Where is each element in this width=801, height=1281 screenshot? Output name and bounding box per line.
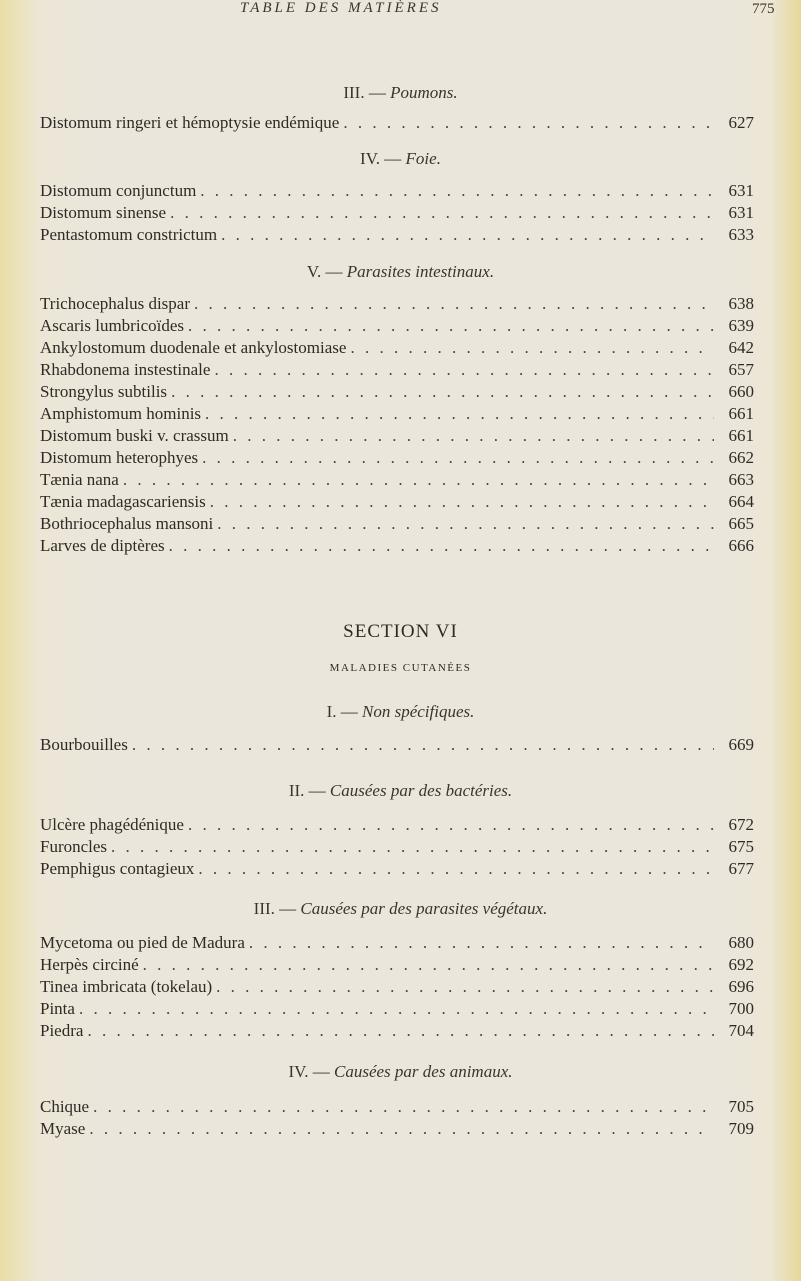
entry-page: 669 bbox=[728, 735, 754, 754]
entry-page: 700 bbox=[728, 999, 754, 1018]
heading-sep: — bbox=[380, 149, 406, 168]
entry-page: 664 bbox=[728, 492, 754, 511]
toc-entry bbox=[40, 360, 754, 382]
heading-title: Non spécifiques. bbox=[362, 702, 475, 721]
dot-leader bbox=[194, 294, 714, 314]
entry-name: Distomum ringeri et hémoptysie endémique bbox=[40, 113, 340, 132]
subheading-bacteries bbox=[0, 781, 801, 801]
entry-page: 705 bbox=[728, 1097, 754, 1116]
section-title: SECTION VI bbox=[343, 621, 458, 642]
entry-page: 663 bbox=[728, 470, 754, 489]
entry-name: Distomum conjunctum bbox=[40, 181, 197, 200]
heading-roman: II. bbox=[288, 781, 305, 800]
entry-page: 627 bbox=[728, 113, 754, 132]
heading-roman: IV. bbox=[288, 1062, 309, 1081]
heading-sep: — bbox=[321, 262, 347, 281]
entry-name: Rhabdonema instestinale bbox=[40, 360, 211, 379]
toc-entry bbox=[40, 999, 754, 1021]
entry-name: Bourbouilles bbox=[40, 735, 128, 754]
entry-page: 642 bbox=[728, 338, 754, 357]
dot-leader bbox=[205, 404, 714, 424]
subheading-parasites-vegetaux bbox=[0, 899, 801, 919]
heading-sep: — bbox=[336, 702, 363, 721]
entry-page: 660 bbox=[728, 382, 754, 401]
dot-leader bbox=[214, 360, 714, 380]
dot-leader bbox=[89, 1119, 714, 1139]
toc-entry bbox=[40, 316, 754, 338]
entry-name: Amphistomum hominis bbox=[40, 404, 202, 423]
entry-page: 672 bbox=[728, 815, 754, 834]
entry-name: Trichocephalus dispar bbox=[40, 294, 190, 313]
toc-entry bbox=[40, 933, 754, 955]
entry-name: Tænia madagascariensis bbox=[40, 492, 206, 511]
entry-page: 666 bbox=[728, 536, 754, 555]
entry-name: Ascaris lumbricoïdes bbox=[40, 316, 184, 335]
toc-entry bbox=[40, 514, 754, 536]
entry-name: Pentastomum constrictum bbox=[40, 225, 218, 244]
entry-name: Tinea imbricata (tokelau) bbox=[40, 977, 213, 996]
dot-leader bbox=[217, 514, 714, 534]
entry-name: Larves de diptères bbox=[40, 536, 165, 555]
entry-page: 677 bbox=[728, 859, 754, 878]
heading-sep: — bbox=[308, 1062, 334, 1081]
running-head bbox=[0, 0, 801, 22]
section-subtitle: MALADIES CUTANÉES bbox=[329, 662, 472, 674]
entry-name: Strongylus subtilis bbox=[40, 382, 168, 401]
dot-leader bbox=[111, 837, 714, 857]
toc-entry bbox=[40, 492, 754, 514]
entry-page: 665 bbox=[728, 514, 754, 533]
subheading-non-specifiques bbox=[0, 702, 801, 722]
dot-leader bbox=[221, 225, 714, 245]
entry-page: 638 bbox=[728, 294, 754, 313]
entry-page: 631 bbox=[728, 181, 754, 200]
toc-entry bbox=[40, 815, 754, 837]
entry-name: Piedra bbox=[40, 1021, 84, 1040]
entry-name: Ulcère phagédénique bbox=[40, 815, 184, 834]
entry-page: 704 bbox=[728, 1021, 754, 1040]
heading-title: Causées par des animaux. bbox=[334, 1062, 513, 1081]
toc-entry bbox=[40, 955, 754, 977]
toc-entry bbox=[40, 338, 754, 360]
heading-title: Causées par des bactéries. bbox=[329, 781, 513, 800]
toc-entry bbox=[40, 1097, 754, 1119]
entry-name: Tænia nana bbox=[40, 470, 119, 489]
dot-leader bbox=[171, 382, 714, 402]
entry-page: 657 bbox=[728, 360, 754, 379]
toc-entry bbox=[40, 470, 754, 492]
page-number: 775 bbox=[752, 1, 775, 17]
entry-name: Chique bbox=[40, 1097, 90, 1116]
dot-leader bbox=[200, 181, 714, 201]
subheading-animaux bbox=[0, 1062, 801, 1082]
dot-leader bbox=[79, 999, 714, 1019]
toc-entry bbox=[40, 203, 754, 225]
dot-leader bbox=[188, 316, 714, 336]
entry-page: 696 bbox=[728, 977, 754, 996]
entry-name: Bothriocephalus mansoni bbox=[40, 514, 214, 533]
toc-entry bbox=[40, 448, 754, 470]
heading-roman: III. bbox=[343, 83, 365, 102]
entry-name: Distomum buski v. crassum bbox=[40, 426, 229, 445]
entry-page: 662 bbox=[728, 448, 754, 467]
dot-leader bbox=[123, 470, 714, 490]
dot-leader bbox=[93, 1097, 714, 1117]
toc-entry bbox=[40, 426, 754, 448]
entry-page: 661 bbox=[728, 426, 754, 445]
entry-page: 680 bbox=[728, 933, 754, 952]
heading-roman: III. bbox=[253, 899, 275, 918]
running-title: TABLE DES MATIÈRES bbox=[240, 0, 442, 16]
dot-leader bbox=[249, 933, 714, 953]
dot-leader bbox=[210, 492, 714, 512]
entry-page: 661 bbox=[728, 404, 754, 423]
heading-title: Causées par des parasites végétaux. bbox=[300, 899, 548, 918]
entry-name: Pemphigus contagieux bbox=[40, 859, 195, 878]
heading-title: Poumons. bbox=[390, 83, 458, 102]
entry-name: Furoncles bbox=[40, 837, 108, 856]
heading-sep: — bbox=[274, 899, 301, 918]
toc-entry bbox=[40, 859, 754, 881]
toc-entry bbox=[40, 735, 754, 757]
toc-entry bbox=[40, 404, 754, 426]
toc-entry bbox=[40, 977, 754, 999]
entry-page: 709 bbox=[728, 1119, 754, 1138]
toc-entry bbox=[40, 225, 754, 247]
entry-name: Myase bbox=[40, 1119, 86, 1138]
dot-leader bbox=[202, 448, 714, 468]
dot-leader bbox=[216, 977, 714, 997]
dot-leader bbox=[169, 536, 714, 556]
toc-entry bbox=[40, 536, 754, 558]
heading-sep: — bbox=[364, 83, 391, 102]
heading-sep: — bbox=[304, 781, 330, 800]
entry-name: Distomum heterophyes bbox=[40, 448, 199, 467]
entry-name: Ankylostomum duodenale et ankylostomiase bbox=[40, 338, 347, 357]
heading-roman: IV. bbox=[360, 149, 381, 168]
entry-name: Distomum sinense bbox=[40, 203, 167, 222]
heading-title: Parasites intestinaux. bbox=[346, 262, 495, 281]
dot-leader bbox=[170, 203, 714, 223]
toc-entry bbox=[40, 294, 754, 316]
dot-leader bbox=[198, 859, 714, 879]
heading-roman: V. bbox=[306, 262, 322, 281]
dot-leader bbox=[233, 426, 714, 446]
entry-page: 675 bbox=[728, 837, 754, 856]
dot-leader bbox=[188, 815, 714, 835]
entry-name: Mycetoma ou pied de Madura bbox=[40, 933, 245, 952]
entry-name: Pinta bbox=[40, 999, 75, 1018]
toc-entry bbox=[40, 1119, 754, 1141]
entry-page: 639 bbox=[728, 316, 754, 335]
toc-entry bbox=[40, 382, 754, 404]
toc-entry bbox=[40, 181, 754, 203]
subheading-poumons bbox=[0, 83, 801, 103]
toc-entry bbox=[40, 113, 754, 135]
entry-name: Herpès circiné bbox=[40, 955, 139, 974]
toc-entry bbox=[40, 837, 754, 859]
dot-leader bbox=[87, 1021, 714, 1041]
heading-title: Foie. bbox=[405, 149, 441, 168]
entry-page: 631 bbox=[728, 203, 754, 222]
subheading-foie bbox=[0, 149, 801, 169]
heading-roman: I. bbox=[326, 702, 337, 721]
dot-leader bbox=[350, 338, 714, 358]
entry-page: 692 bbox=[728, 955, 754, 974]
toc-entry bbox=[40, 1021, 754, 1043]
dot-leader bbox=[143, 955, 714, 975]
dot-leader bbox=[132, 735, 714, 755]
dot-leader bbox=[343, 113, 714, 133]
subheading-parasites-intestinaux bbox=[0, 262, 801, 282]
entry-page: 633 bbox=[728, 225, 754, 244]
